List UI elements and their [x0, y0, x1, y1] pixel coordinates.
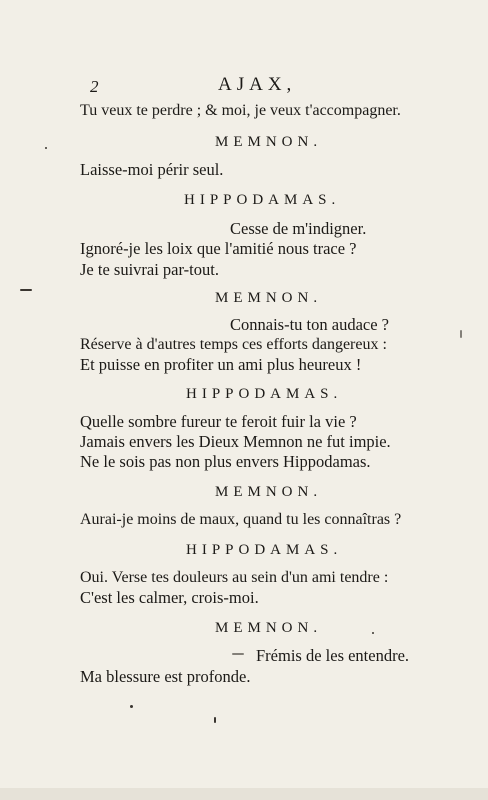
verse-line: Laisse-moi périr seul. — [80, 160, 224, 179]
verse-line: Ma blessure est profonde. — [80, 667, 251, 686]
ink-speck — [214, 717, 216, 723]
verse-line: Frémis de les entendre. — [256, 646, 410, 665]
speaker-name: MEMNON. — [215, 134, 323, 150]
ink-speck — [130, 705, 133, 708]
ink-mark — [232, 653, 244, 655]
verse-line: Aurai-je moins de maux, quand tu les connaîtras ? — [80, 511, 402, 528]
speaker-name: HIPPODAMAS. — [184, 192, 341, 208]
verse-line: Ignoré-je les loix que l'amitié nous trace ? — [80, 239, 357, 258]
verse-line: Ne le sois pas non plus envers Hippodamas. — [80, 452, 371, 471]
verse-line: Réserve à d'autres temps ces efforts dangereux : — [80, 336, 387, 353]
page-bottom-edge — [0, 788, 488, 800]
verse-line: Tu veux te perdre ; & moi, je veux t'accompagner. — [80, 102, 401, 119]
ink-mark — [20, 289, 32, 291]
verse-line: C'est les calmer, crois-moi. — [80, 588, 259, 607]
ink-speck — [460, 330, 462, 338]
page-number: 2 — [90, 77, 99, 96]
ink-speck — [45, 147, 47, 149]
ink-speck — [372, 632, 374, 634]
verse-line: Quelle sombre fureur te feroit fuir la vie ? — [80, 412, 357, 431]
verse-line: Connais-tu ton audace ? — [230, 315, 389, 334]
speaker-name: MEMNON. — [215, 290, 323, 306]
speaker-name: HIPPODAMAS. — [186, 386, 343, 402]
verse-line: Cesse de m'indigner. — [230, 219, 367, 238]
speaker-name: MEMNON. — [215, 620, 323, 636]
running-title: AJAX, — [218, 74, 297, 95]
verse-line: Et puisse en profiter un ami plus heureux ! — [80, 355, 362, 374]
verse-line: Jamais envers les Dieux Memnon ne fut impie. — [80, 432, 391, 451]
verse-line: Je te suivrai par-tout. — [80, 260, 219, 279]
speaker-name: HIPPODAMAS. — [186, 542, 343, 558]
verse-line: Oui. Verse tes douleurs au sein d'un ami tendre : — [80, 569, 389, 586]
speaker-name: MEMNON. — [215, 484, 323, 500]
